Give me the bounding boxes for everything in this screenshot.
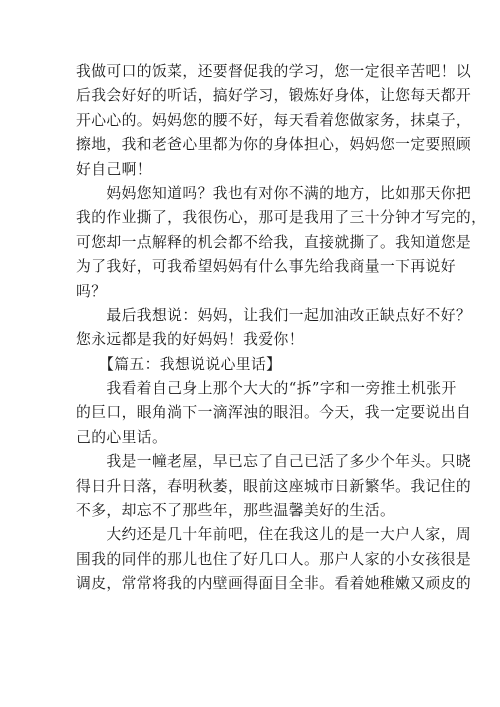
- text-line: 不多，却忘不了那些年，那些温馨美好的生活。: [76, 502, 396, 520]
- text-line: 己的心里话。: [76, 428, 168, 446]
- text-line: 可您却一点解释的机会都不给我，直接就撕了。我知道您是: [76, 233, 472, 251]
- text-line: 吗？: [76, 282, 107, 300]
- text-line: 我看着自己身上那个大大的“拆”字和一旁推土机张开: [76, 380, 457, 398]
- document-page: [76, 60, 487, 597]
- text-line: 大约还是几十年前吧，住在我这儿的是一大户人家，周: [76, 526, 472, 544]
- text-line: 围我的同伴的那儿也住了好几口人。那户人家的小女孩很是: [76, 550, 472, 568]
- section-heading: 【篇五：我想说说心里话】: [76, 355, 282, 373]
- text-line: 开心心的。妈妈您的腰不好，每天看着您做家务，抹桌子，: [76, 111, 472, 129]
- text-line: 的巨口，眼角淌下一滴浑浊的眼泪。今天，我一定要说出自: [76, 404, 472, 422]
- text-line: 妈妈您知道吗？我也有对你不满的地方，比如那天你把: [76, 184, 472, 202]
- text-line: 最后我想说：妈妈，让我们一起加油改正缺点好不好？: [76, 306, 472, 324]
- text-line: 我做可口的饭菜，还要督促我的学习，您一定很辛苦吧！以: [76, 63, 472, 80]
- text-line: 我的作业撕了，我很伤心，那可是我用了三十分钟才写完的，: [76, 209, 487, 227]
- text-line: 我是一幢老屋，早已忘了自己已活了多少个年头。只晓: [76, 453, 472, 471]
- text-line: 为了我好，可我希望妈妈有什么事先给我商量一下再说好: [76, 258, 456, 276]
- text-line: 擦地，我和老爸心里都为你的身体担心，妈妈您一定要照顾: [76, 136, 472, 154]
- text-line: 得日升日落，春明秋萎，眼前这座城市日新繁华。我记住的: [76, 477, 472, 495]
- text-line: 调皮，常常将我的内壁画得面目全非。看着她稚嫩又顽皮的: [76, 575, 472, 593]
- text-line: 好自己啊！: [76, 160, 152, 178]
- text-line: 后我会好好的听话，搞好学习，锻炼好身体，让您每天都开: [76, 87, 472, 105]
- text-line: 您永远都是我的好妈妈！我爱你！: [76, 331, 304, 349]
